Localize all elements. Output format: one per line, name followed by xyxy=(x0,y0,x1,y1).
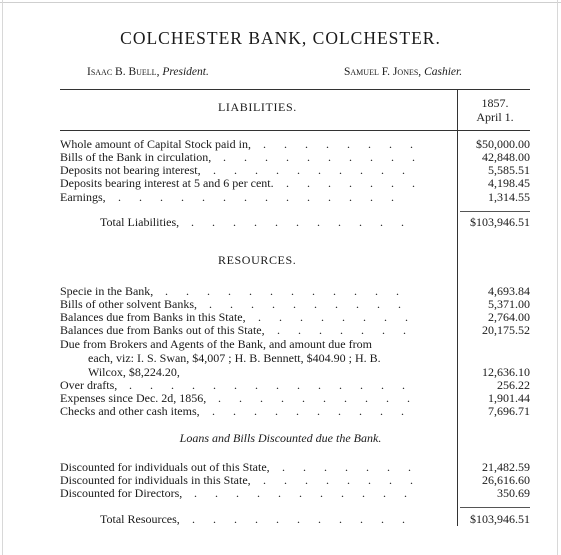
loan-row-value: 26,616.60 xyxy=(482,473,530,487)
liability-row xyxy=(60,190,530,204)
resource-row xyxy=(60,391,530,405)
resource-row-label: Expenses since Dec. 2d, 1856, xyxy=(60,391,207,405)
president-line xyxy=(87,66,209,78)
resource-row-value: 4,693.84 xyxy=(488,284,530,298)
resource-row-label: Over drafts, xyxy=(60,378,118,392)
brokers-line-1: Due from Brokers and Agents of the Bank, and amount due from xyxy=(60,337,372,351)
resource-row-value: 20,175.52 xyxy=(482,323,530,337)
dot-leader: .......... xyxy=(209,297,419,311)
resource-row-value: 7,696.71 xyxy=(488,404,530,418)
liability-row-label: Whole amount of Capital Stock paid in, xyxy=(60,137,251,151)
liability-row xyxy=(60,137,530,151)
page-edge-left xyxy=(2,0,3,555)
loans-heading: Loans and Bills Discounted due the Bank. xyxy=(179,431,382,445)
liability-row-label: Deposits bearing interest at 5 and 6 per cent. xyxy=(60,176,274,190)
resource-row xyxy=(60,404,530,418)
dot-leader: ........... xyxy=(192,512,423,526)
loan-row xyxy=(60,473,530,487)
liability-row xyxy=(60,176,530,190)
document-title: COLCHESTER BANK, COLCHESTER. xyxy=(120,28,441,48)
dot-leader: .......... xyxy=(223,150,433,164)
dot-leader: .............. xyxy=(118,190,412,204)
resources-total-row-value: $103,946.51 xyxy=(470,512,530,526)
header-bottom-rule xyxy=(60,130,530,131)
loan-row xyxy=(60,486,530,500)
loan-row-label: Discounted for Directors, xyxy=(60,486,183,500)
dot-leader: ........... xyxy=(191,215,422,229)
loan-row-label: Discounted for individuals out of this State, xyxy=(60,460,270,474)
resource-row-value: 2,764.00 xyxy=(488,310,530,324)
resource-row xyxy=(60,310,530,324)
dot-leader: ........... xyxy=(194,486,425,500)
liability-row-value: 4,198.45 xyxy=(488,176,530,190)
resources-sum-rule xyxy=(460,507,530,508)
dot-leader: ........ xyxy=(263,137,431,151)
dot-leader: ....... xyxy=(277,323,424,337)
dot-leader: .......... xyxy=(213,163,423,177)
brokers-line-3: Wilcox, $8,224.20, xyxy=(88,365,180,379)
resources-total-row xyxy=(60,512,530,526)
resources-total-row-label: Total Resources, xyxy=(100,512,180,526)
resource-row xyxy=(60,378,530,392)
liability-row-label: Earnings, xyxy=(60,190,106,204)
resource-row-label: Specie in the Bank, xyxy=(60,284,154,298)
brokers-line-2: each, viz: I. S. Swan, $4,007 ; H. B. Bennett, $404.90 ; H. B. xyxy=(88,351,381,365)
liabilities-heading: LIABILITIES. xyxy=(218,100,297,114)
liabilities-total-row xyxy=(60,215,530,229)
dot-leader: ............ xyxy=(165,284,417,298)
liability-row-label: Deposits not bearing interest, xyxy=(60,163,201,177)
cashier-line xyxy=(344,66,462,78)
dot-leader: ....... xyxy=(282,460,429,474)
dot-leader: ....... xyxy=(286,176,433,190)
resource-row xyxy=(60,284,530,298)
liability-row-value: 1,314.55 xyxy=(488,190,530,204)
resource-row xyxy=(60,323,530,337)
loan-row-value: 350.69 xyxy=(497,486,530,500)
table-top-rule xyxy=(60,89,530,90)
dot-leader: ........ xyxy=(258,310,426,324)
cashier-name: Samuel F. Jones, xyxy=(344,66,422,78)
liabilities-total-row-label: Total Liabilities, xyxy=(100,215,180,229)
liability-row xyxy=(60,150,530,164)
liability-row-value: $50,000.00 xyxy=(476,137,530,151)
liabilities-total-row-value: $103,946.51 xyxy=(470,215,530,229)
resource-row-label: Balances due from Banks in this State, xyxy=(60,310,246,324)
page-edge-top xyxy=(0,2,561,3)
dot-leader: .......... xyxy=(218,391,428,405)
liability-row-value: 42,848.00 xyxy=(482,150,530,164)
resource-row-label: Bills of other solvent Banks, xyxy=(60,297,197,311)
liability-row-value: 5,585.51 xyxy=(488,163,530,177)
dot-leader: .......... xyxy=(212,404,422,418)
liability-row-label: Bills of the Bank in circulation, xyxy=(60,150,212,164)
liability-row xyxy=(60,163,530,177)
loan-row xyxy=(60,460,530,474)
resource-row-label: Balances due from Banks out of this State, xyxy=(60,323,265,337)
date-header xyxy=(462,96,528,124)
dot-leader: ........ xyxy=(263,473,431,487)
page-edge-right xyxy=(557,0,558,555)
resources-heading: RESOURCES. xyxy=(218,253,297,267)
president-name: Isaac B. Buell, xyxy=(87,66,160,78)
resource-row-value: 256.22 xyxy=(497,378,530,392)
resource-row-value: 1,901.44 xyxy=(488,391,530,405)
dot-leader: .............. xyxy=(129,378,423,392)
resource-row-value: 5,371.00 xyxy=(488,297,530,311)
loan-row-value: 21,482.59 xyxy=(482,460,530,474)
brokers-value-row xyxy=(60,365,530,379)
resource-row-label: Checks and other cash items, xyxy=(60,404,200,418)
cashier-role: Cashier. xyxy=(424,66,463,78)
date-year: 1857. xyxy=(481,96,509,110)
liabilities-sum-rule xyxy=(460,211,530,212)
resource-row xyxy=(60,297,530,311)
date-day: April 1. xyxy=(476,110,514,124)
president-role: President. xyxy=(162,66,209,78)
loan-row-label: Discounted for individuals in this State, xyxy=(60,473,251,487)
brokers-value: 12,636.10 xyxy=(482,365,530,379)
